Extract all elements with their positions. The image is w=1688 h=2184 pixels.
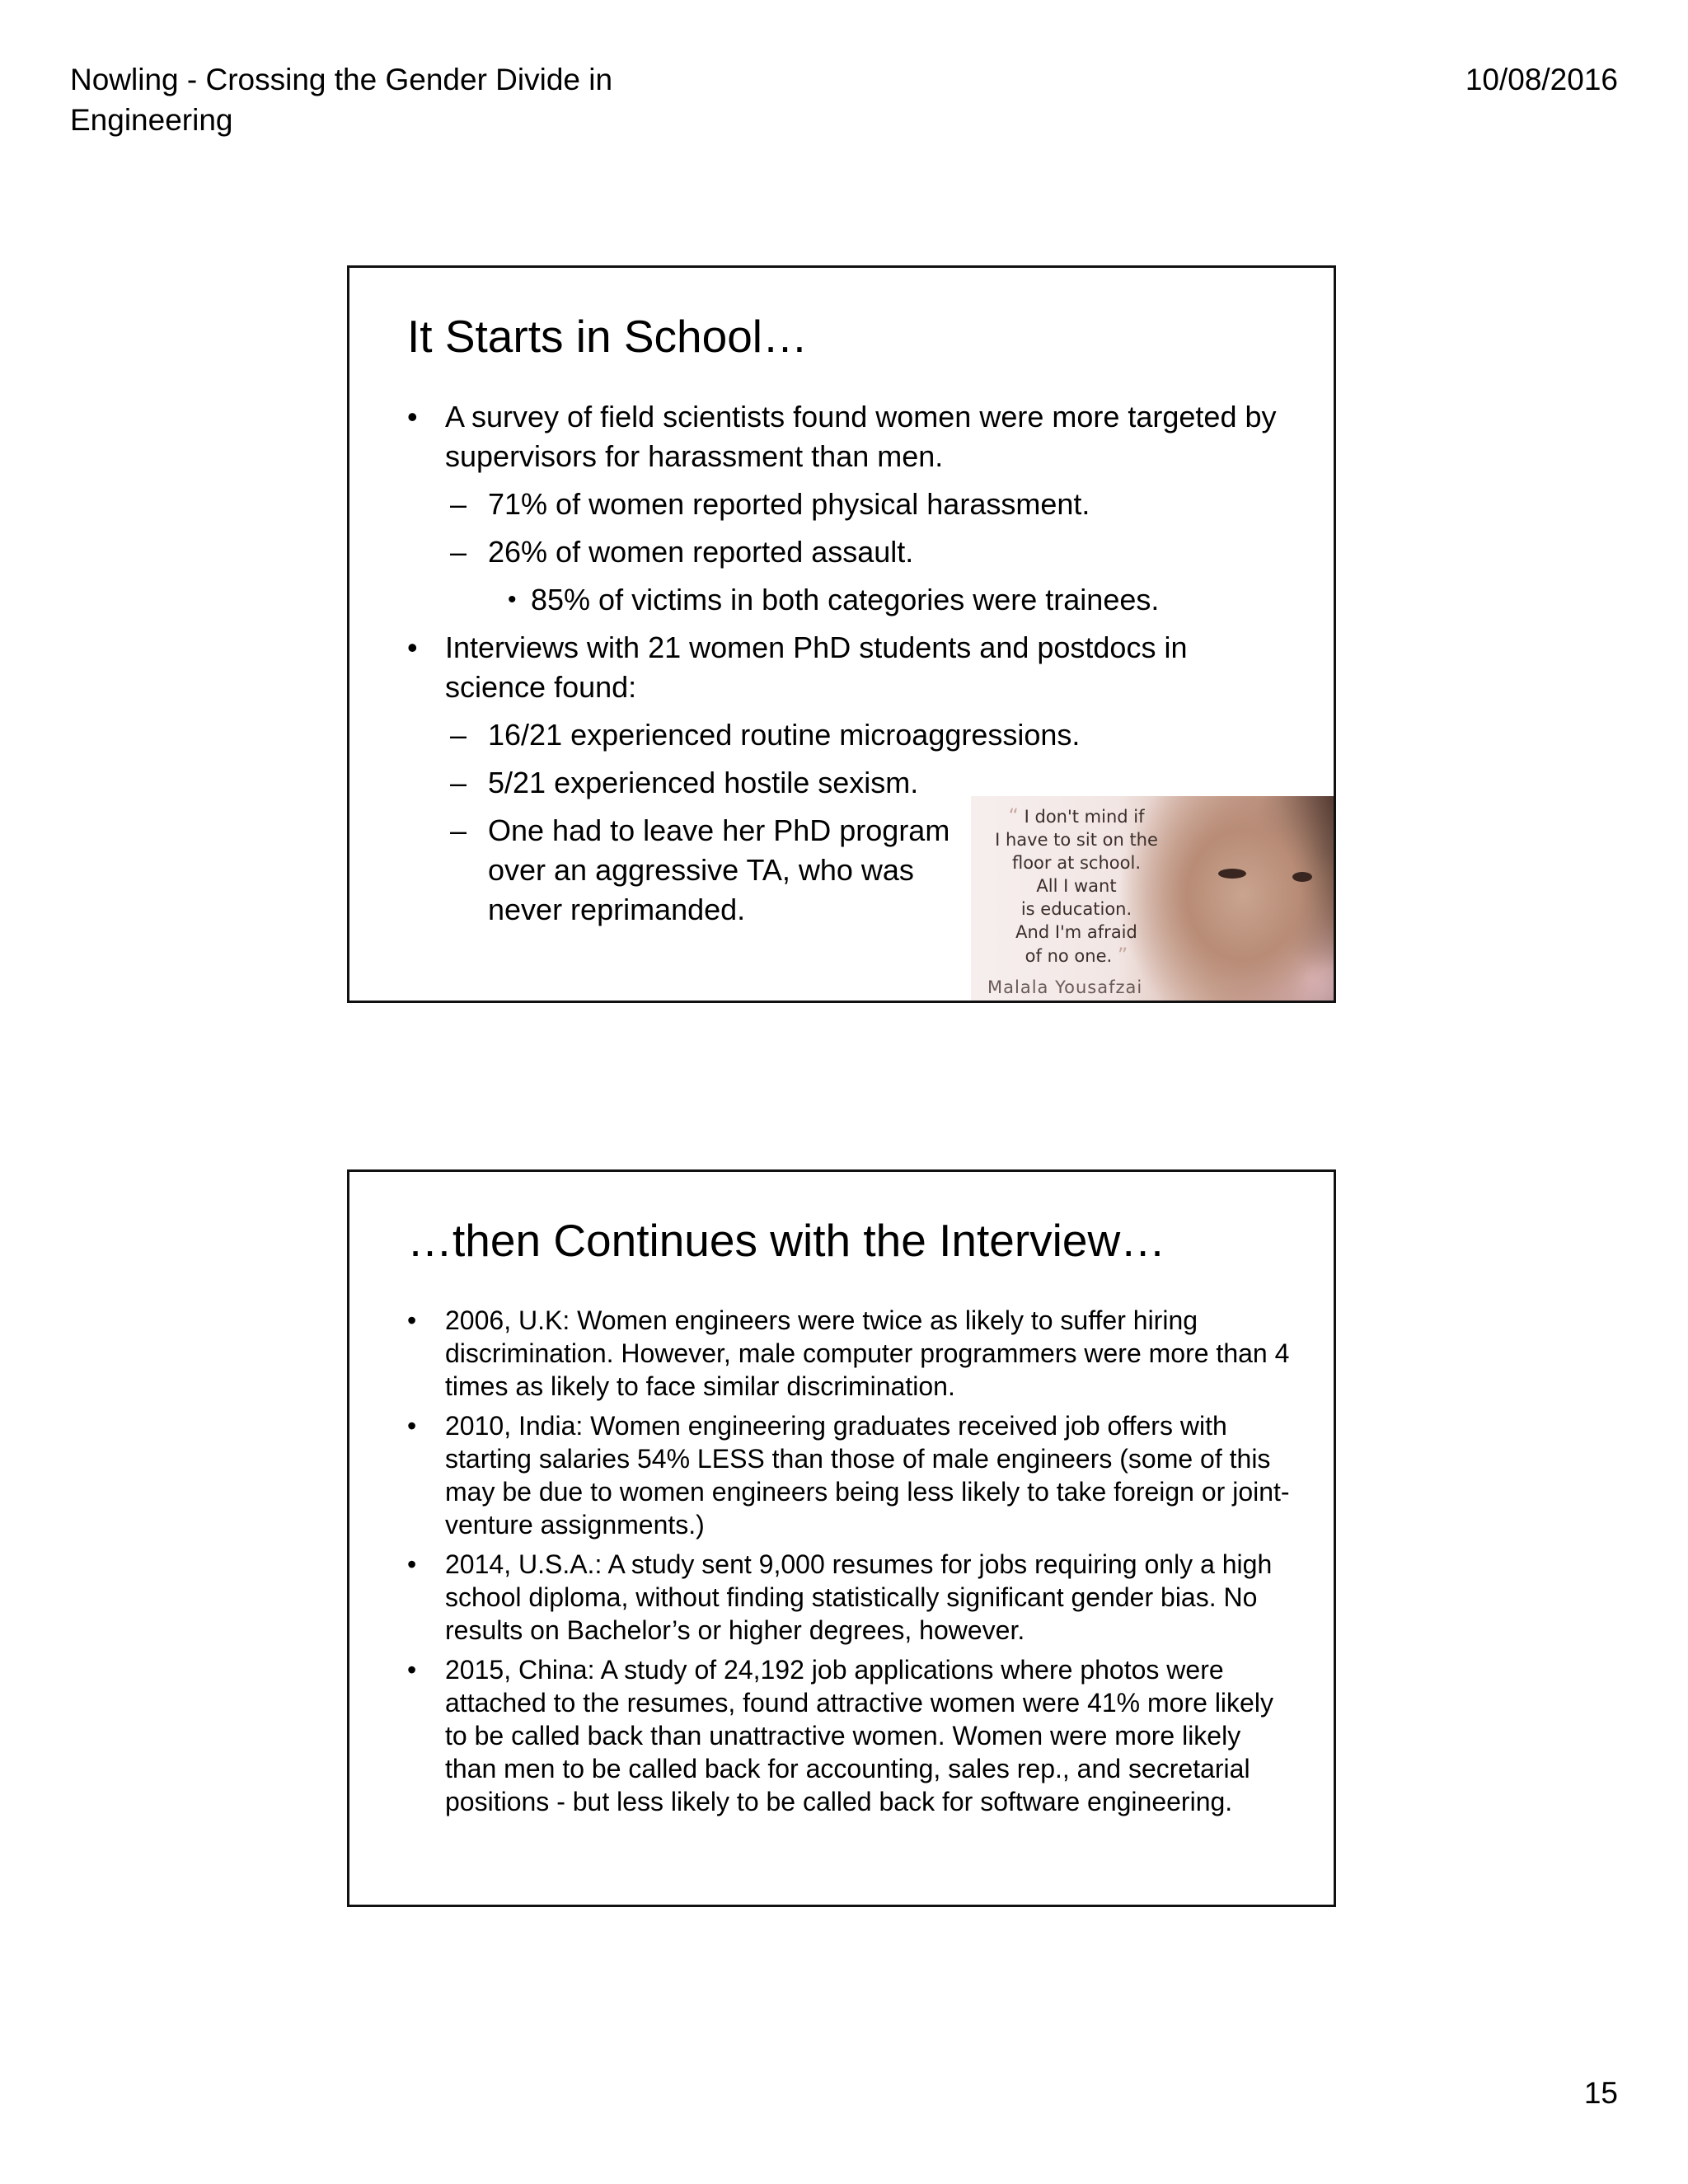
bullet-item <box>407 1304 1297 1403</box>
eye-shape <box>1218 869 1246 879</box>
slide-it-starts-in-school <box>347 265 1336 1003</box>
quote-line-text: I don't mind if <box>1024 807 1145 827</box>
close-quote-mark: ” <box>1117 944 1128 967</box>
bullet-text: 2006, U.K: Women engineers were twice as likely to suffer hiring discrimination. However, male computer programmers were more than 4 times as likely to face similar discrimination. <box>445 1305 1290 1401</box>
bullet-text: One had to leave her PhD program over an aggressive TA, who was never reprimanded. <box>488 813 950 926</box>
quote-author: Malala Yousafzai <box>987 977 1143 997</box>
malala-quote-photo <box>971 796 1334 1001</box>
page-number: 15 <box>1583 2076 1618 2110</box>
bullet-marker: • <box>508 586 517 613</box>
bullet-text: A survey of field scientists found women were more targeted by supervisors for harassment than men. <box>445 400 1277 473</box>
bullet-item <box>407 1409 1297 1541</box>
bullet-marker: • <box>407 630 418 664</box>
sub-bullet-item <box>407 715 1281 755</box>
slide-title: …then Continues with the Interview… <box>407 1215 1166 1266</box>
bullet-text: 16/21 experienced routine microaggressions. <box>488 718 1081 752</box>
bullet-marker: • <box>407 1411 417 1441</box>
bullet-text: 85% of victims in both categories were trainees. <box>531 583 1160 616</box>
dash-marker: – <box>450 813 467 847</box>
bullet-item <box>407 1653 1297 1818</box>
bullet-text: 26% of women reported assault. <box>488 535 914 569</box>
quote-line <box>978 804 1175 828</box>
quote-line: All I want <box>1036 876 1117 896</box>
dash-marker: – <box>450 535 467 569</box>
quote-line: And I'm afraid <box>1015 922 1137 942</box>
sub-sub-bullet-item <box>407 580 1281 620</box>
sub-bullet-item <box>407 811 958 930</box>
bullet-text: 2015, China: A study of 24,192 job applications where photos were attached to the resumes, found attractive women were 41% more likely to be called back than unattractive women. Women were more likely than men to be called back for accounting, sales rep., and secretarial positions - but less likely to be called back for software engineering. <box>445 1655 1273 1816</box>
sub-bullet-item <box>407 532 1281 572</box>
slide-bullet-list <box>407 1304 1297 1825</box>
bullet-text: 71% of women reported physical harassment. <box>488 487 1090 521</box>
bullet-item <box>407 1548 1297 1647</box>
quote-text <box>978 804 1175 968</box>
bullet-marker: • <box>407 1305 417 1335</box>
bullet-marker: • <box>407 1549 417 1579</box>
bullet-text: 2014, U.S.A.: A study sent 9,000 resumes for jobs requiring only a high school diploma, without finding statistically significant gender bias. No results on Bachelor’s or higher degrees, however. <box>445 1549 1273 1645</box>
open-quote-mark: “ <box>1008 804 1019 827</box>
bullet-item <box>407 628 1281 707</box>
quote-line: floor at school. <box>1011 853 1141 873</box>
bullet-text: 2010, India: Women engineering graduates received job offers with starting salaries 54% LESS than those of male engineers (some of this may be due to women engineers being less likely to take foreign or joint-venture assignments.) <box>445 1411 1290 1540</box>
bullet-item <box>407 397 1281 476</box>
dash-marker: – <box>450 487 467 521</box>
eye-shape <box>1292 872 1312 882</box>
bullet-marker: • <box>407 1655 417 1685</box>
quote-line-text: of no one. <box>1025 946 1113 966</box>
bullet-text: Interviews with 21 women PhD students and postdocs in science found: <box>445 630 1188 704</box>
dash-marker: – <box>450 718 467 752</box>
quote-line: I have to sit on the <box>995 830 1158 850</box>
document-header-title: Nowling - Crossing the Gender Divide in Engineering <box>70 63 613 137</box>
quote-line <box>978 944 1175 968</box>
dash-marker: – <box>450 766 467 799</box>
slide-continues-with-interview <box>347 1169 1336 1907</box>
quote-line: is education. <box>1020 899 1132 919</box>
bullet-marker: • <box>407 400 418 434</box>
bullet-text: 5/21 experienced hostile sexism. <box>488 766 919 799</box>
sub-bullet-item <box>407 485 1281 524</box>
document-header-date: 10/08/2016 <box>1465 63 1618 96</box>
slide-title: It Starts in School… <box>407 311 809 362</box>
